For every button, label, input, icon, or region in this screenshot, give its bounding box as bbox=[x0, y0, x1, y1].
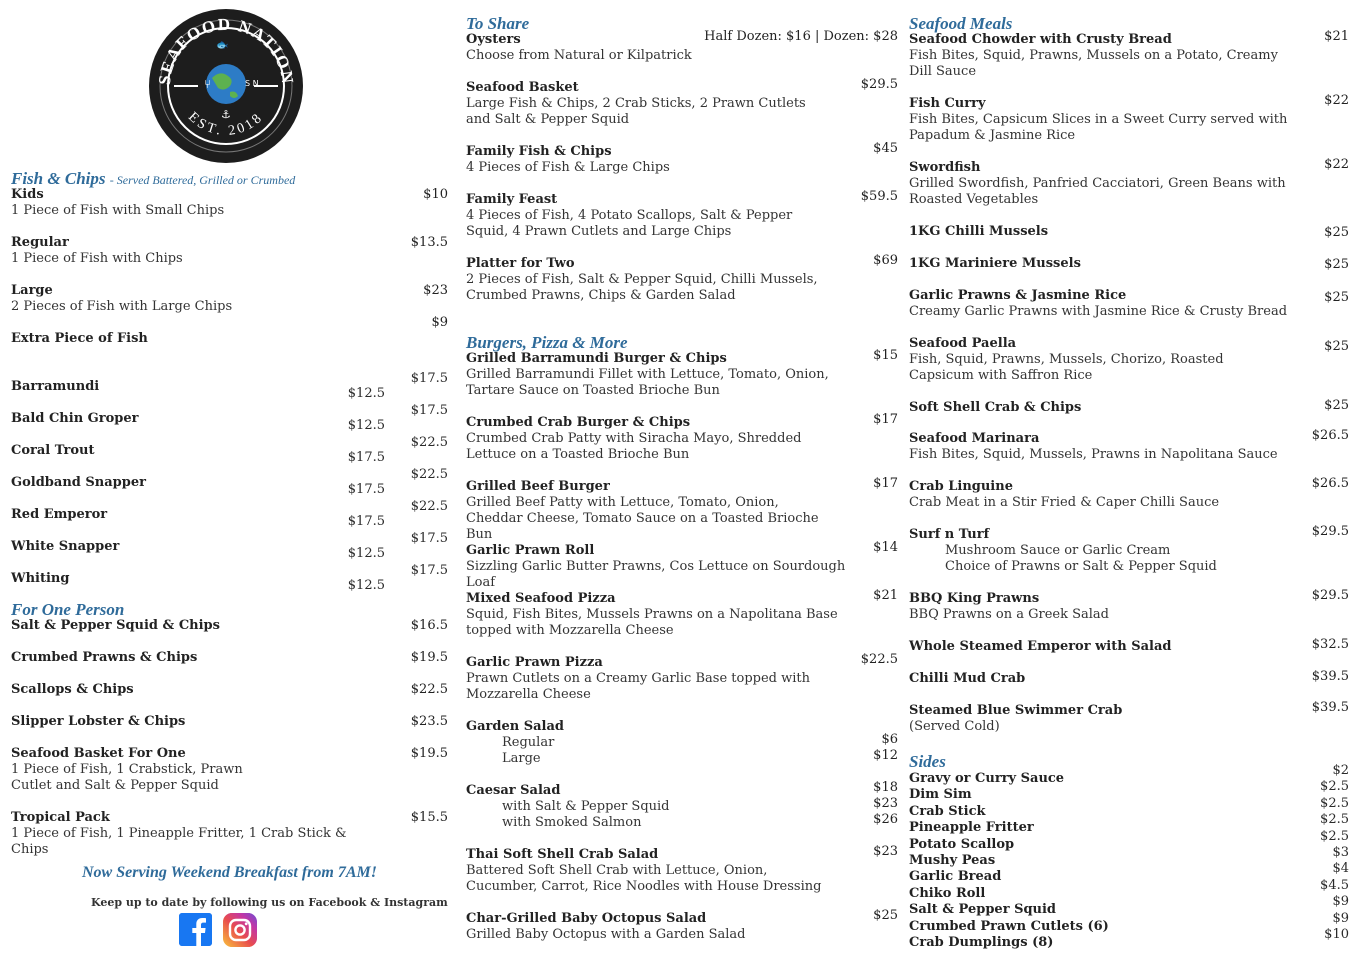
item-desc: 1 Piece of Fish with Small Chips bbox=[11, 203, 225, 218]
menu-item bbox=[466, 29, 898, 64]
menu-item bbox=[909, 476, 1349, 511]
item-desc: Large Fish & Chips, 2 Crab Sticks, 2 Prawn Cutlets and Salt & Pepper Squid bbox=[466, 96, 806, 127]
side-name: Chiko Roll bbox=[909, 885, 986, 901]
item-price: $19.5 bbox=[410, 746, 448, 761]
item-name: Regular bbox=[11, 235, 69, 250]
item-name: Crab Linguine bbox=[909, 479, 1013, 494]
item-desc: Creamy Garlic Prawns with Jasmine Rice & Crusty Bread bbox=[909, 304, 1288, 319]
side-name: Dim Sim bbox=[909, 787, 972, 803]
menu-item bbox=[11, 618, 448, 634]
side-name: Crab Stick bbox=[909, 803, 986, 819]
logo-est-text: EST. 2018 bbox=[185, 109, 267, 139]
item-price: $25 bbox=[1324, 257, 1349, 272]
menu-item bbox=[466, 476, 898, 543]
fish-price-large: $17.5 bbox=[410, 563, 448, 578]
instagram-icon[interactable] bbox=[223, 913, 257, 947]
menu-item bbox=[466, 908, 898, 943]
menu-item bbox=[11, 714, 448, 730]
item-name: Crumbed Prawns & Chips bbox=[11, 650, 198, 665]
side-price: $2.5 bbox=[1320, 828, 1349, 844]
side-name: Gravy or Curry Sauce bbox=[909, 771, 1065, 786]
fish-name: Red Emperor bbox=[11, 507, 108, 522]
item-price: $25 bbox=[873, 908, 898, 923]
item-price: $32.5 bbox=[1311, 637, 1349, 652]
item-price: $45 bbox=[873, 141, 898, 156]
item-price: $18 bbox=[873, 780, 898, 795]
fish-name: Barramundi bbox=[11, 379, 100, 394]
side-price: $9 bbox=[1332, 910, 1349, 926]
item-desc: Crumbed Crab Patty with Siracha Mayo, Shredded Lettuce on a Toasted Brioche Bun bbox=[466, 431, 802, 462]
item-name: Scallops & Chips bbox=[11, 682, 134, 697]
item-price: Half Dozen: $16 | Dozen: $28 bbox=[704, 29, 898, 44]
side-name: Crab Dumplings (8) bbox=[909, 934, 1054, 950]
item-price: $25 bbox=[1324, 398, 1349, 413]
menu-item bbox=[466, 844, 898, 895]
fish-price-large: $17.5 bbox=[410, 403, 448, 418]
side-name: Potato Scallop bbox=[909, 836, 1015, 852]
anchor-icon: ⚓ bbox=[221, 108, 231, 121]
item-price: $39.5 bbox=[1311, 669, 1349, 684]
item-desc: Crab Meat in a Stir Fried & Caper Chilli Sauce bbox=[909, 495, 1220, 510]
fish-name: White Snapper bbox=[11, 539, 120, 554]
item-option: with Salt & Pepper Squid bbox=[502, 799, 670, 814]
menu-item bbox=[909, 256, 1349, 272]
sides-list bbox=[909, 763, 1349, 951]
menu-item bbox=[11, 283, 448, 315]
item-price: $26.5 bbox=[1311, 476, 1349, 491]
item-desc: 4 Pieces of Fish, 4 Potato Scallops, Salt & Pepper Squid, 4 Prawn Cutlets and Large Chips bbox=[466, 208, 793, 239]
item-name: Char-Grilled Baby Octopus Salad bbox=[466, 911, 707, 926]
menu-item bbox=[11, 650, 448, 666]
item-price: $23 bbox=[873, 844, 898, 859]
item-desc: 2 Pieces of Fish, Salt & Pepper Squid, Chilli Mussels, Crumbed Prawns, Chips & Garden Salad bbox=[466, 272, 818, 303]
item-name: Oysters bbox=[466, 32, 521, 47]
item-name: Fish Curry bbox=[909, 96, 986, 111]
item-desc: BBQ Prawns on a Greek Salad bbox=[909, 607, 1110, 622]
side-item bbox=[909, 894, 1349, 918]
item-desc: Grilled Baby Octopus with a Garden Salad bbox=[466, 927, 746, 942]
side-price: $10 bbox=[1324, 926, 1349, 942]
menu-item bbox=[11, 682, 448, 698]
menu-item bbox=[909, 639, 1349, 655]
menu-item bbox=[909, 157, 1349, 208]
item-price: $10 bbox=[423, 187, 448, 202]
item-name: Crumbed Crab Burger & Chips bbox=[466, 415, 691, 430]
item-price: $17 bbox=[873, 412, 898, 427]
menu-item bbox=[11, 235, 448, 267]
sides-heading: Sides bbox=[909, 752, 946, 771]
side-name: Garlic Bread bbox=[909, 869, 1002, 885]
item-desc: Prawn Cutlets on a Creamy Garlic Base topped with Mozzarella Cheese bbox=[466, 671, 810, 702]
item-option: with Smoked Salmon bbox=[502, 815, 642, 830]
item-desc: Fish Bites, Capsicum Slices in a Sweet Curry served with Papadum & Jasmine Rice bbox=[909, 112, 1288, 143]
item-price: $21 bbox=[873, 588, 898, 603]
menu-item bbox=[909, 700, 1349, 735]
fish-name: Whiting bbox=[11, 571, 70, 586]
fish-row-whiting bbox=[11, 563, 448, 593]
item-name: Seafood Marinara bbox=[909, 431, 1040, 446]
fork-knife-icon: ⑂ bbox=[204, 77, 212, 91]
burgers-heading: Burgers, Pizza & More bbox=[466, 333, 628, 352]
item-name: Seafood Basket bbox=[466, 80, 579, 95]
menu-item bbox=[466, 141, 898, 176]
side-price: $2.5 bbox=[1320, 812, 1349, 828]
fish-price-large: $22.5 bbox=[410, 435, 448, 450]
item-desc: Grilled Barramundi Fillet with Lettuce, Tomato, Onion, Tartare Sauce on Toasted Brioche Bun bbox=[466, 367, 829, 398]
item-name: Kids bbox=[11, 187, 44, 202]
item-name: Thai Soft Shell Crab Salad bbox=[466, 847, 659, 862]
item-price: $39.5 bbox=[1311, 700, 1349, 715]
menu-item bbox=[909, 428, 1349, 463]
item-name: Soft Shell Crab & Chips bbox=[909, 400, 1082, 415]
item-desc: Sizzling Garlic Butter Prawns, Cos Lettuce on Sourdough Loaf bbox=[466, 559, 846, 590]
caesar-salad-item bbox=[466, 780, 898, 831]
item-price: $29.5 bbox=[1311, 588, 1349, 603]
side-item bbox=[909, 779, 1349, 803]
one-person-heading: For One Person bbox=[11, 600, 125, 619]
fish-price-large: $22.5 bbox=[410, 499, 448, 514]
item-desc: 4 Pieces of Fish & Large Chips bbox=[466, 160, 670, 175]
item-name: Family Feast bbox=[466, 192, 558, 207]
side-name: Crumbed Prawn Cutlets (6) bbox=[909, 918, 1109, 934]
menu-item bbox=[909, 336, 1349, 384]
surf-n-turf-item bbox=[909, 524, 1349, 575]
item-price: $9 bbox=[431, 315, 448, 330]
side-price: $2.5 bbox=[1320, 779, 1349, 795]
fish-row-barramundi bbox=[11, 371, 448, 401]
menu-item bbox=[909, 400, 1349, 416]
item-price: $29.5 bbox=[1311, 524, 1349, 539]
menu-item bbox=[466, 348, 898, 399]
item-name: 1KG Mariniere Mussels bbox=[909, 256, 1081, 271]
item-price: $15.5 bbox=[410, 810, 448, 825]
menu-item bbox=[909, 671, 1349, 687]
item-name: Salt & Pepper Squid & Chips bbox=[11, 618, 220, 633]
item-desc: Battered Soft Shell Crab with Lettuce, Onion, Cucumber, Carrot, Rice Noodles with House Dressing bbox=[466, 863, 822, 894]
item-option: Large bbox=[502, 751, 541, 766]
fish-price-small: $17.5 bbox=[347, 514, 385, 529]
item-price: $23.5 bbox=[410, 714, 448, 729]
item-desc: Grilled Beef Patty with Lettuce, Tomato, Onion, Cheddar Cheese, Tomato Sauce on a Toasted Brioche Bun bbox=[466, 495, 819, 542]
side-item bbox=[909, 861, 1349, 885]
item-desc: Fish Bites, Squid, Prawns, Mussels on a Potato, Creamy Dill Sauce bbox=[909, 48, 1278, 79]
side-price: $9 bbox=[1332, 894, 1349, 910]
item-name: Caesar Salad bbox=[466, 783, 561, 798]
side-price: $4 bbox=[1332, 861, 1349, 877]
item-name: Extra Piece of Fish bbox=[11, 331, 148, 346]
item-name: Surf n Turf bbox=[909, 527, 990, 542]
garden-salad-item bbox=[466, 719, 898, 767]
menu-item bbox=[466, 588, 898, 639]
item-name: Seafood Basket For One bbox=[11, 746, 186, 761]
item-name: Tropical Pack bbox=[11, 810, 110, 825]
item-name: Platter for Two bbox=[466, 256, 575, 271]
item-price: $26 bbox=[873, 812, 898, 827]
fish-row-coral-trout bbox=[11, 435, 448, 465]
fish-price-small: $17.5 bbox=[347, 450, 385, 465]
item-price: $19.5 bbox=[410, 650, 448, 665]
item-price: $69 bbox=[873, 253, 898, 268]
item-desc: Grilled Swordfish, Panfried Cacciatori, Green Beans with Roasted Vegetables bbox=[909, 176, 1286, 207]
item-price: $25 bbox=[1324, 225, 1349, 240]
seafood-nation-logo bbox=[148, 8, 304, 164]
menu-item bbox=[466, 412, 898, 463]
fish-price-small: $12.5 bbox=[347, 418, 385, 433]
fish-price-small: $17.5 bbox=[347, 482, 385, 497]
fish-chips-subtitle: - Served Battered, Grilled or Crumbed bbox=[109, 173, 296, 187]
item-name: Grilled Barramundi Burger & Chips bbox=[466, 351, 727, 366]
item-name: Large bbox=[11, 283, 53, 298]
item-name: Mixed Seafood Pizza bbox=[466, 591, 616, 606]
item-option: Mushroom Sauce or Garlic Cream bbox=[945, 543, 1171, 558]
item-name: Garlic Prawn Roll bbox=[466, 543, 595, 558]
item-desc: Squid, Fish Bites, Mussels Prawns on a Napolitana Base topped with Mozzarella Cheese bbox=[466, 607, 838, 638]
side-name: Salt & Pepper Squid bbox=[909, 902, 1057, 918]
fish-price-large: $17.5 bbox=[410, 371, 448, 386]
item-name: Chilli Mud Crab bbox=[909, 671, 1026, 686]
side-item bbox=[909, 812, 1349, 836]
fish-name: Goldband Snapper bbox=[11, 475, 146, 490]
side-name: Pineapple Fritter bbox=[909, 820, 1034, 836]
side-price: $4.5 bbox=[1320, 877, 1349, 893]
side-price: $2.5 bbox=[1320, 795, 1349, 811]
fish-row-bald-chin-groper bbox=[11, 403, 448, 433]
menu-item bbox=[909, 288, 1349, 320]
fish-icon: 🐟 bbox=[216, 40, 229, 51]
item-name: Slipper Lobster & Chips bbox=[11, 714, 186, 729]
item-price: $14 bbox=[873, 540, 898, 555]
item-name: Seafood Chowder with Crusty Bread bbox=[909, 32, 1172, 47]
menu-item bbox=[909, 588, 1349, 623]
item-price: $17 bbox=[873, 476, 898, 491]
item-desc: Fish Bites, Squid, Mussels, Prawns in Napolitana Sauce bbox=[909, 447, 1278, 462]
item-price: $22 bbox=[1324, 93, 1349, 108]
item-option: Choice of Prawns or Salt & Pepper Squid bbox=[945, 559, 1217, 574]
logo-mark-text: S N bbox=[245, 79, 259, 88]
item-price: $6 bbox=[881, 732, 898, 747]
item-price: $13.5 bbox=[410, 235, 448, 250]
menu-item bbox=[11, 746, 448, 794]
item-price: $29.5 bbox=[860, 77, 898, 92]
item-price: $25 bbox=[1324, 339, 1349, 354]
fish-price-small: $12.5 bbox=[347, 578, 385, 593]
item-name: 1KG Chilli Mussels bbox=[909, 224, 1049, 239]
menu-item bbox=[466, 652, 898, 703]
item-price: $22.5 bbox=[410, 682, 448, 697]
breakfast-banner: Now Serving Weekend Breakfast from 7AM! bbox=[82, 864, 377, 881]
fish-price-small: $12.5 bbox=[347, 546, 385, 561]
item-name: Swordfish bbox=[909, 160, 981, 175]
seafood-meals-heading: Seafood Meals bbox=[909, 14, 1013, 33]
item-desc: 2 Pieces of Fish with Large Chips bbox=[11, 299, 233, 314]
item-desc: 1 Piece of Fish with Chips bbox=[11, 251, 183, 266]
fish-chips-title: Fish & Chips bbox=[11, 169, 106, 188]
item-name: Seafood Paella bbox=[909, 336, 1017, 351]
side-price: $3 bbox=[1332, 844, 1349, 860]
fish-price-small: $12.5 bbox=[347, 386, 385, 401]
item-name: Garlic Prawn Pizza bbox=[466, 655, 603, 670]
menu-item bbox=[11, 810, 448, 858]
item-name: Garden Salad bbox=[466, 719, 564, 734]
side-name: Mushy Peas bbox=[909, 852, 996, 868]
item-price: $12 bbox=[873, 748, 898, 763]
item-price: $59.5 bbox=[860, 189, 898, 204]
fish-name: Bald Chin Groper bbox=[11, 411, 139, 426]
item-price: $25 bbox=[1324, 290, 1349, 305]
item-name: BBQ King Prawns bbox=[909, 591, 1040, 606]
item-option: Regular bbox=[502, 735, 555, 750]
item-desc: Fish, Squid, Prawns, Mussels, Chorizo, Roasted Capsicum with Saffron Rice bbox=[909, 352, 1224, 383]
item-price: $21 bbox=[1324, 29, 1349, 44]
menu-item bbox=[909, 93, 1349, 144]
social-follow-text: Keep up to date by following us on Facebook & Instagram bbox=[91, 896, 448, 909]
item-price: $15 bbox=[873, 348, 898, 363]
facebook-icon[interactable] bbox=[179, 913, 212, 946]
item-price: $22.5 bbox=[860, 652, 898, 667]
item-name: Grilled Beef Burger bbox=[466, 479, 610, 494]
menu-item bbox=[11, 187, 448, 219]
side-item bbox=[909, 763, 1349, 787]
item-name: Family Fish & Chips bbox=[466, 144, 612, 159]
logo-name-text: SEAFOOD NATION bbox=[154, 14, 298, 86]
menu-item bbox=[466, 77, 898, 128]
item-name: Whole Steamed Emperor with Salad bbox=[909, 639, 1172, 654]
menu-item bbox=[909, 29, 1349, 80]
menu-item bbox=[11, 315, 448, 347]
menu-item bbox=[466, 253, 898, 304]
item-desc: (Served Cold) bbox=[909, 719, 1000, 734]
side-price: $2 bbox=[1332, 763, 1349, 778]
fish-price-large: $22.5 bbox=[410, 467, 448, 482]
item-price: $26.5 bbox=[1311, 428, 1349, 443]
item-desc: 1 Piece of Fish, 1 Crabstick, Prawn Cutlet and Salt & Pepper Squid bbox=[11, 762, 243, 793]
item-desc: Choose from Natural or Kilpatrick bbox=[466, 48, 692, 63]
item-name: Garlic Prawns & Jasmine Rice bbox=[909, 288, 1127, 303]
fish-row-goldband-snapper bbox=[11, 467, 448, 497]
menu-item bbox=[466, 540, 898, 591]
item-price: $23 bbox=[873, 796, 898, 811]
to-share-heading: To Share bbox=[466, 14, 530, 33]
item-name: Steamed Blue Swimmer Crab bbox=[909, 703, 1123, 718]
fish-price-large: $17.5 bbox=[410, 531, 448, 546]
fish-name: Coral Trout bbox=[11, 443, 95, 458]
menu-item bbox=[909, 224, 1349, 240]
menu-item bbox=[466, 189, 898, 240]
item-price: $16.5 bbox=[410, 618, 448, 633]
item-price: $22 bbox=[1324, 157, 1349, 172]
fish-row-red-emperor bbox=[11, 499, 448, 529]
fish-row-white-snapper bbox=[11, 531, 448, 561]
item-price: $23 bbox=[423, 283, 448, 298]
item-desc: 1 Piece of Fish, 1 Pineapple Fritter, 1 Crab Stick & Chips bbox=[11, 826, 347, 857]
